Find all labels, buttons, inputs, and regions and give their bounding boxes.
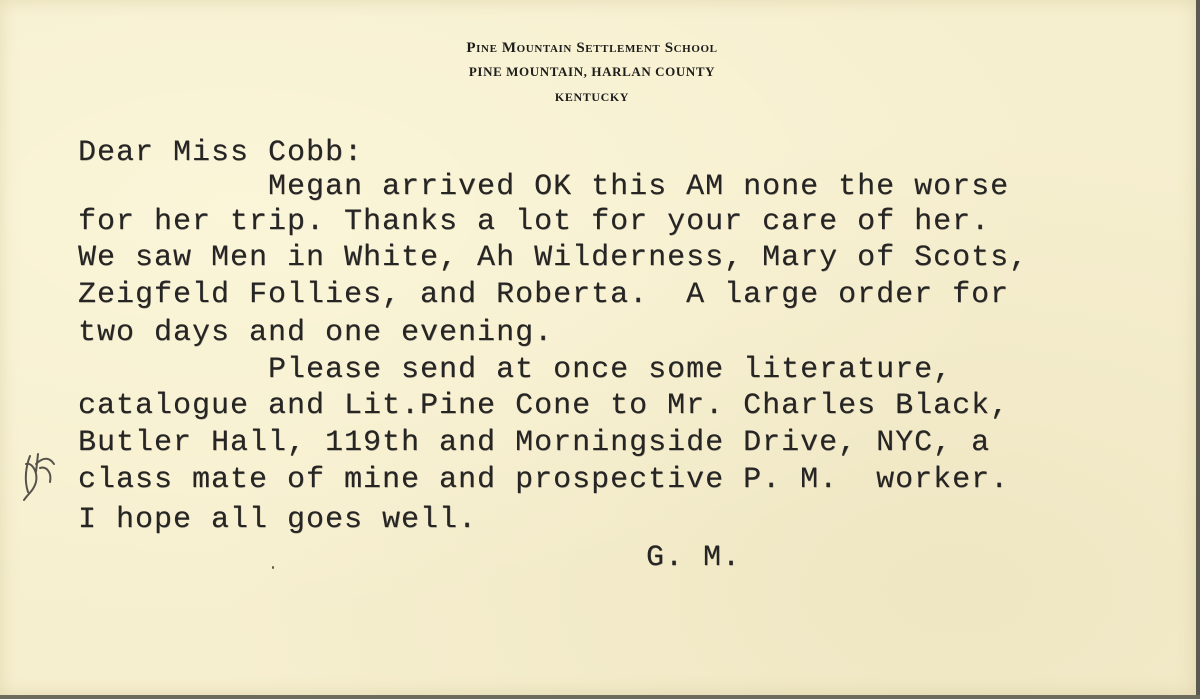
message-line: two days and one evening. — [78, 316, 554, 350]
scan-edge-right — [1196, 0, 1200, 699]
message-line: Zeigfeld Follies, and Roberta. A large order for — [78, 278, 1010, 312]
signature-initials: G. M. — [646, 541, 742, 575]
letterhead-state: KENTUCKY — [554, 90, 630, 104]
message-line: Please send at once some literature, — [78, 353, 953, 387]
letterhead-location: PINE MOUNTAIN, HARLAN COUNTY — [468, 64, 716, 79]
pencil-mark-icon — [16, 442, 60, 508]
message-line: Megan arrived OK this AM none the worse — [78, 170, 1010, 204]
letterhead-school-name: Pine Mountain Settlement School — [466, 40, 718, 56]
message-line: I hope all goes well. — [78, 503, 478, 537]
salutation: Dear Miss Cobb: — [78, 136, 364, 170]
message-line: class mate of mine and prospective P. M. worker. — [78, 463, 1010, 497]
scan-edge-bottom — [0, 695, 1200, 699]
message-line: for her trip. Thanks a lot for your care of her. — [78, 205, 991, 239]
message-line: Butler Hall, 119th and Morningside Drive, NYC, a — [78, 426, 991, 460]
paper-speck — [272, 566, 274, 569]
message-line: We saw Men in White, Ah Wilderness, Mary of Scots, — [78, 241, 1029, 275]
message-line: catalogue and Lit.Pine Cone to Mr. Charles Black, — [78, 389, 1010, 423]
